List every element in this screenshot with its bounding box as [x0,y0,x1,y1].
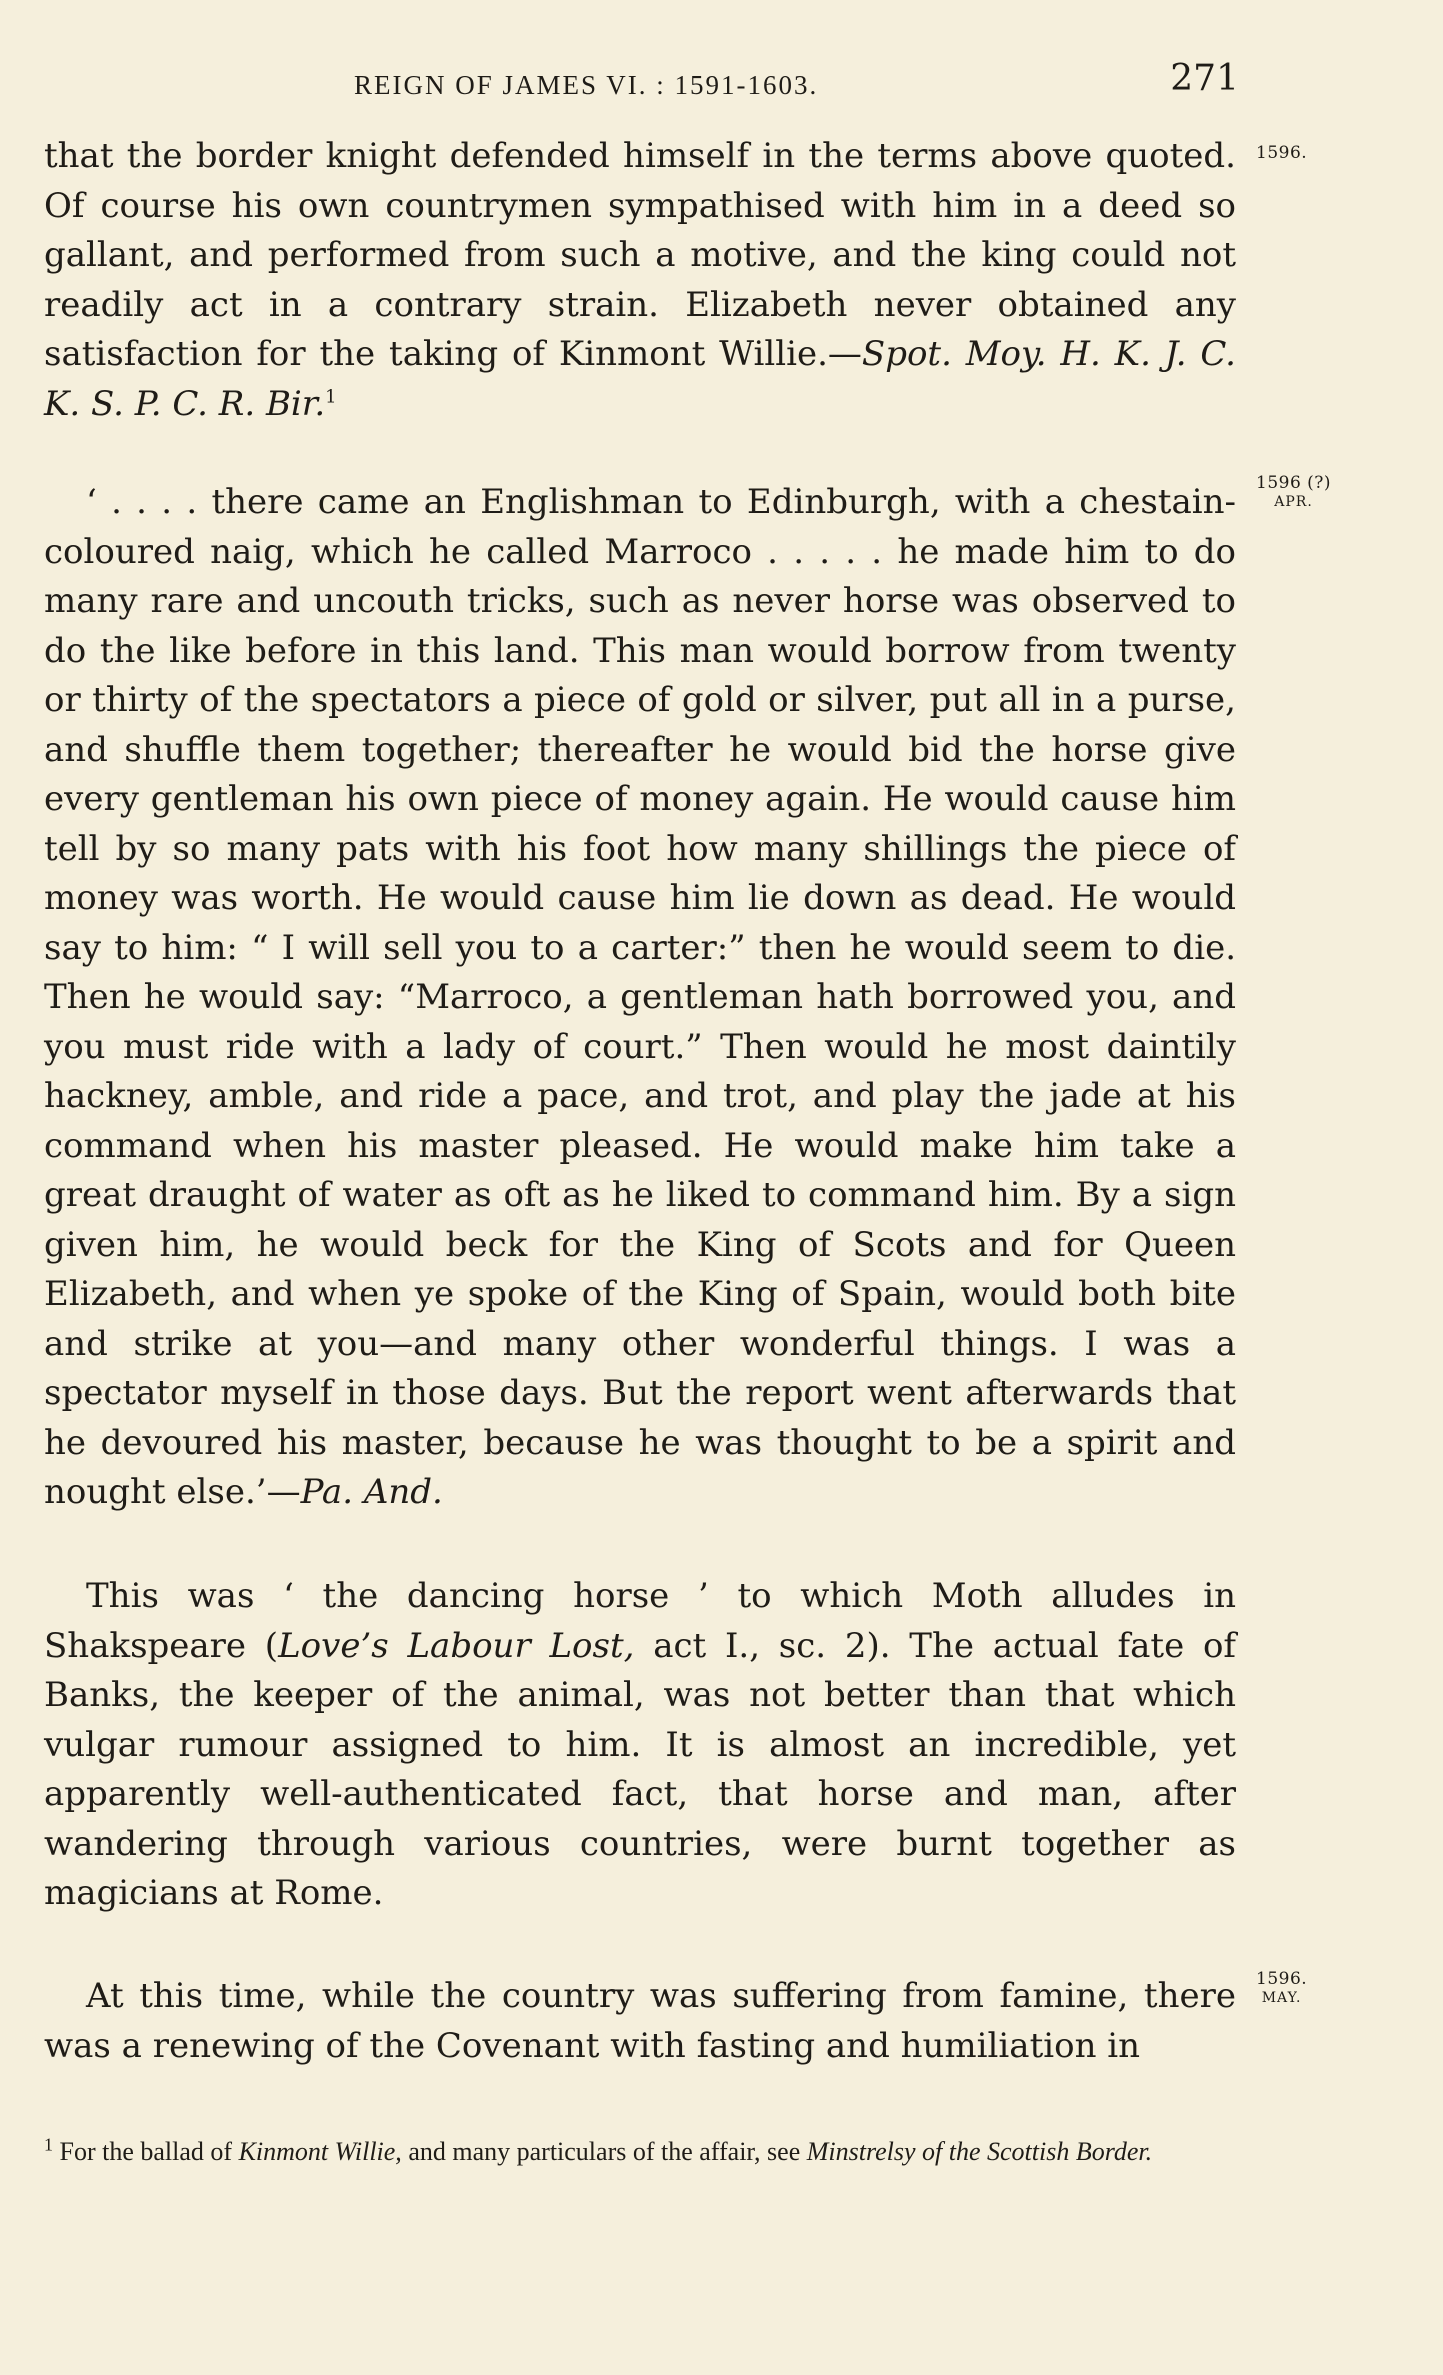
paragraph-text: This was ‘ the dancing horse ’ to which Moth alludes in Shakspeare ( [44,1576,1236,1666]
margin-year: 1596 (?) [1256,473,1332,493]
margin-year: 1596. [1256,1969,1308,1989]
paragraph-text: that the border knight defended himself in the terms above quoted. Of course his own countrymen sympathised with him in a deed so gallant, and performed from such a motive, and the king could not readily act in a contrary strain. Elizabeth never obtained any satisfaction for the taking of Kinmont Willie.— [44,136,1236,374]
paragraph-covenant [44,1972,1236,2071]
footnote-reference: 1 [325,386,337,408]
page-header [44,58,1244,118]
footnote-text: For the ballad of [53,2137,239,2166]
footnote-title-kinmont: Kinmont Willie, [238,2137,402,2166]
page-number: 271 [1170,58,1239,99]
running-head: REIGN OF JAMES VI. : 1591-1603. [354,70,819,100]
margin-date-1596-apr [1256,474,1331,512]
margin-date-1596 [1256,144,1307,163]
paragraph-text: At this time, while the country was suffering from famine, there was a renewing of the Covenant with fasting and humiliation in [44,1976,1236,2066]
margin-year: 1596. [1256,143,1308,163]
source-citations: Spot. Moy. H. K. J. C. K. S. P. C. R. Bir. [44,334,1236,424]
margin-month: MAY. [1261,1990,1302,2006]
paragraph-kinmont [44,132,1236,429]
paragraph-dancing-horse [44,1572,1236,1919]
footnote-title-minstrelsy: Minstrelsy of the Scottish Border. [806,2137,1153,2166]
paragraph-text-cont: act I., sc. 2). The actual fate of Banks, the keeper of the animal, was not better than that which vulgar rumour assigned to him. It is almost an incredible, yet apparently well-authenticated fact, that horse and man, after wandering through various countries, were burnt together as magicians at Rome. [44,1625,1237,1913]
quote-text: ‘ . . . . there came an Englishman to Edinburgh, with a chestain-coloured naig, which he called Marroco . . . . . he made him to do many rare and uncouth tricks, such as never horse was observed to do the like before in this land. This man would borrow from twenty or thirty of the spectators a piece of gold or silver, put all in a purse, and shuffle them together; thereafter he would bid the horse give every gentleman his own piece of money again. He would cause him tell by so many pats with his foot how many shillings the piece of money was worth. He would cause him lie down as dead. He would say to him: “ I will sell you to a carter:” then he would seem to die. Then he would say: “Marroco, a gentleman hath borrowed you, and you must ride with a lady of court.” Then would he most daintily hackney, amble, and ride a pace, and trot, and play the jade at his command when his master pleased. He would make him take a great draught of water as oft as he liked to command him. By a sign given him, he would beck for the King of Scots and for Queen Elizabeth, and when ye spoke of the King of Spain, would both bite and strike at you—and many other wonderful things. I was a spectator myself in those days. But the report went afterwards that he devoured his master, because he was thought to be a spirit and nought else.’— [44,482,1236,1512]
footnotes [44,2130,1236,2174]
footnote [44,2130,1236,2174]
paragraph-marroco-quote [44,478,1236,1518]
footnote-marker: 1 [44,2134,53,2155]
margin-date-1596-may [1256,1970,1307,2008]
work-title: Love’s Labour Lost, [278,1625,635,1666]
margin-month: APR. [1274,494,1313,510]
quote-source: Pa. And. [300,1472,443,1512]
footnote-text-cont: and many particulars of the affair, see [401,2137,807,2166]
